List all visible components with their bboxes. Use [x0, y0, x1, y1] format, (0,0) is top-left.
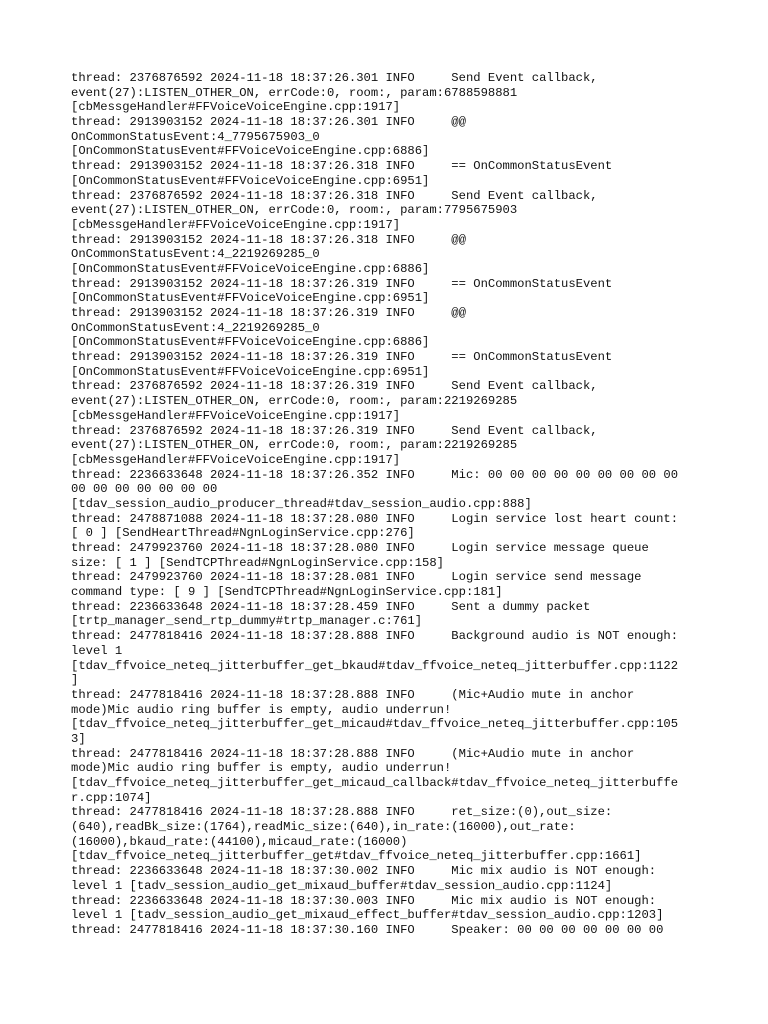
log-line: r.cpp:1074]: [71, 790, 152, 805]
log-line: [cbMessgeHandler#FFVoiceVoiceEngine.cpp:1917]: [71, 408, 401, 423]
log-line: thread: 2477818416 2024-11-18 18:37:28.888 INFO (Mic+Audio mute in anchor: [71, 746, 635, 761]
log-line: thread: 2236633648 2024-11-18 18:37:26.352 INFO Mic: 00 00 00 00 00 00 00 00 00: [71, 467, 679, 482]
log-line: (16000),bkaud_rate:(44100),micaud_rate:(16000): [71, 834, 408, 849]
log-line: 00 00 00 00 00 00 00: [71, 482, 218, 497]
log-line: thread: 2376876592 2024-11-18 18:37:26.319 INFO Send Event callback,: [71, 379, 598, 394]
log-line: [cbMessgeHandler#FFVoiceVoiceEngine.cpp:1917]: [71, 217, 401, 232]
log-line: thread: 2376876592 2024-11-18 18:37:26.318 INFO Send Event callback,: [71, 188, 598, 203]
log-line: [OnCommonStatusEvent#FFVoiceVoiceEngine.cpp:6886]: [71, 261, 430, 276]
log-line: [tdav_session_audio_producer_thread#tdav_session_audio.cpp:888]: [71, 496, 532, 511]
log-line: [OnCommonStatusEvent#FFVoiceVoiceEngine.cpp:6951]: [71, 291, 430, 306]
log-line: level 1 [tadv_session_audio_get_mixaud_buffer#tdav_session_audio.cpp:1124]: [71, 878, 613, 893]
log-line: mode)Mic audio ring buffer is empty, audio underrun!: [71, 702, 452, 717]
log-line: [tdav_ffvoice_neteq_jitterbuffer_get_bkaud#tdav_ffvoice_neteq_jitterbuffer.cpp:1122: [71, 658, 679, 673]
log-line: thread: 2479923760 2024-11-18 18:37:28.080 INFO Login service message queue: [71, 541, 649, 555]
log-line: ]: [71, 673, 79, 688]
log-line: thread: 2913903152 2024-11-18 18:37:26.319 INFO == OnCommonStatusEvent: [71, 276, 613, 291]
log-line: event(27):LISTEN_OTHER_ON, errCode:0, room:, param:6788598881: [71, 85, 518, 100]
log-line: event(27):LISTEN_OTHER_ON, errCode:0, room:, param:7795675903: [71, 203, 518, 218]
log-line: [ 0 ] [SendHeartThread#NgnLoginService.cpp:276]: [71, 526, 415, 541]
log-line: command type: [ 9 ] [SendTCPThread#NgnLoginService.cpp:181]: [71, 585, 503, 600]
log-line: [OnCommonStatusEvent#FFVoiceVoiceEngine.cpp:6886]: [71, 335, 430, 350]
log-line: OnCommonStatusEvent:4_2219269285_0: [71, 247, 320, 262]
log-line: [OnCommonStatusEvent#FFVoiceVoiceEngine.cpp:6886]: [71, 144, 430, 159]
log-line: event(27):LISTEN_OTHER_ON, errCode:0, room:, param:2219269285: [71, 438, 518, 453]
log-line: size: [ 1 ] [SendTCPThread#NgnLoginService.cpp:158]: [71, 555, 444, 570]
log-line: thread: 2477818416 2024-11-18 18:37:28.888 INFO (Mic+Audio mute in anchor: [71, 687, 635, 702]
log-line: [tdav_ffvoice_neteq_jitterbuffer_get_micaud_callback#tdav_ffvoice_neteq_jitterbuffe: [71, 776, 679, 790]
log-line: thread: 2236633648 2024-11-18 18:37:28.459 INFO Sent a dummy packet: [71, 599, 591, 614]
log-line: thread: 2477818416 2024-11-18 18:37:30.160 INFO Speaker: 00 00 00 00 00 00 00: [71, 922, 664, 937]
log-line: thread: 2913903152 2024-11-18 18:37:26.319 INFO == OnCommonStatusEvent: [71, 350, 613, 365]
log-line: thread: 2913903152 2024-11-18 18:37:26.301 INFO @@: [71, 115, 466, 130]
log-line: [OnCommonStatusEvent#FFVoiceVoiceEngine.cpp:6951]: [71, 173, 430, 188]
log-line: thread: 2477818416 2024-11-18 18:37:28.888 INFO Background audio is NOT enough:: [71, 629, 679, 644]
log-line: thread: 2913903152 2024-11-18 18:37:26.318 INFO @@: [71, 232, 466, 247]
log-line: level 1: [71, 643, 123, 658]
log-line: level 1 [tadv_session_audio_get_mixaud_effect_buffer#tdav_session_audio.cpp:1203]: [71, 908, 664, 923]
log-text-block: [71, 71, 711, 938]
log-line: thread: 2479923760 2024-11-18 18:37:28.081 INFO Login service send message: [71, 570, 642, 585]
log-line: thread: 2236633648 2024-11-18 18:37:30.002 INFO Mic mix audio is NOT enough:: [71, 864, 657, 879]
log-line: thread: 2477818416 2024-11-18 18:37:28.888 INFO ret_size:(0),out_size:: [71, 805, 613, 820]
log-line: 3]: [71, 731, 86, 746]
log-line: OnCommonStatusEvent:4_2219269285_0: [71, 320, 320, 335]
log-line: (640),readBk_size:(1764),readMic_size:(640),in_rate:(16000),out_rate:: [71, 820, 576, 835]
log-line: thread: 2913903152 2024-11-18 18:37:26.318 INFO == OnCommonStatusEvent: [71, 159, 613, 174]
log-line: event(27):LISTEN_OTHER_ON, errCode:0, room:, param:2219269285: [71, 394, 518, 409]
log-line: [tdav_ffvoice_neteq_jitterbuffer_get#tdav_ffvoice_neteq_jitterbuffer.cpp:1661]: [71, 849, 642, 864]
log-line: thread: 2913903152 2024-11-18 18:37:26.319 INFO @@: [71, 306, 466, 320]
log-line: [cbMessgeHandler#FFVoiceVoiceEngine.cpp:1917]: [71, 452, 401, 467]
log-line: thread: 2478871088 2024-11-18 18:37:28.080 INFO Login service lost heart count:: [71, 511, 679, 526]
log-line: [OnCommonStatusEvent#FFVoiceVoiceEngine.cpp:6951]: [71, 364, 430, 379]
log-line: [trtp_manager_send_rtp_dummy#trtp_manager.c:761]: [71, 614, 423, 629]
log-line: [tdav_ffvoice_neteq_jitterbuffer_get_micaud#tdav_ffvoice_neteq_jitterbuffer.cpp:105: [71, 717, 679, 732]
log-line: thread: 2376876592 2024-11-18 18:37:26.301 INFO Send Event callback,: [71, 71, 598, 85]
log-line: mode)Mic audio ring buffer is empty, audio underrun!: [71, 761, 452, 776]
log-line: thread: 2236633648 2024-11-18 18:37:30.003 INFO Mic mix audio is NOT enough:: [71, 893, 657, 908]
log-line: OnCommonStatusEvent:4_7795675903_0: [71, 129, 320, 144]
log-line: [cbMessgeHandler#FFVoiceVoiceEngine.cpp:1917]: [71, 100, 401, 115]
log-line: thread: 2376876592 2024-11-18 18:37:26.319 INFO Send Event callback,: [71, 423, 598, 438]
